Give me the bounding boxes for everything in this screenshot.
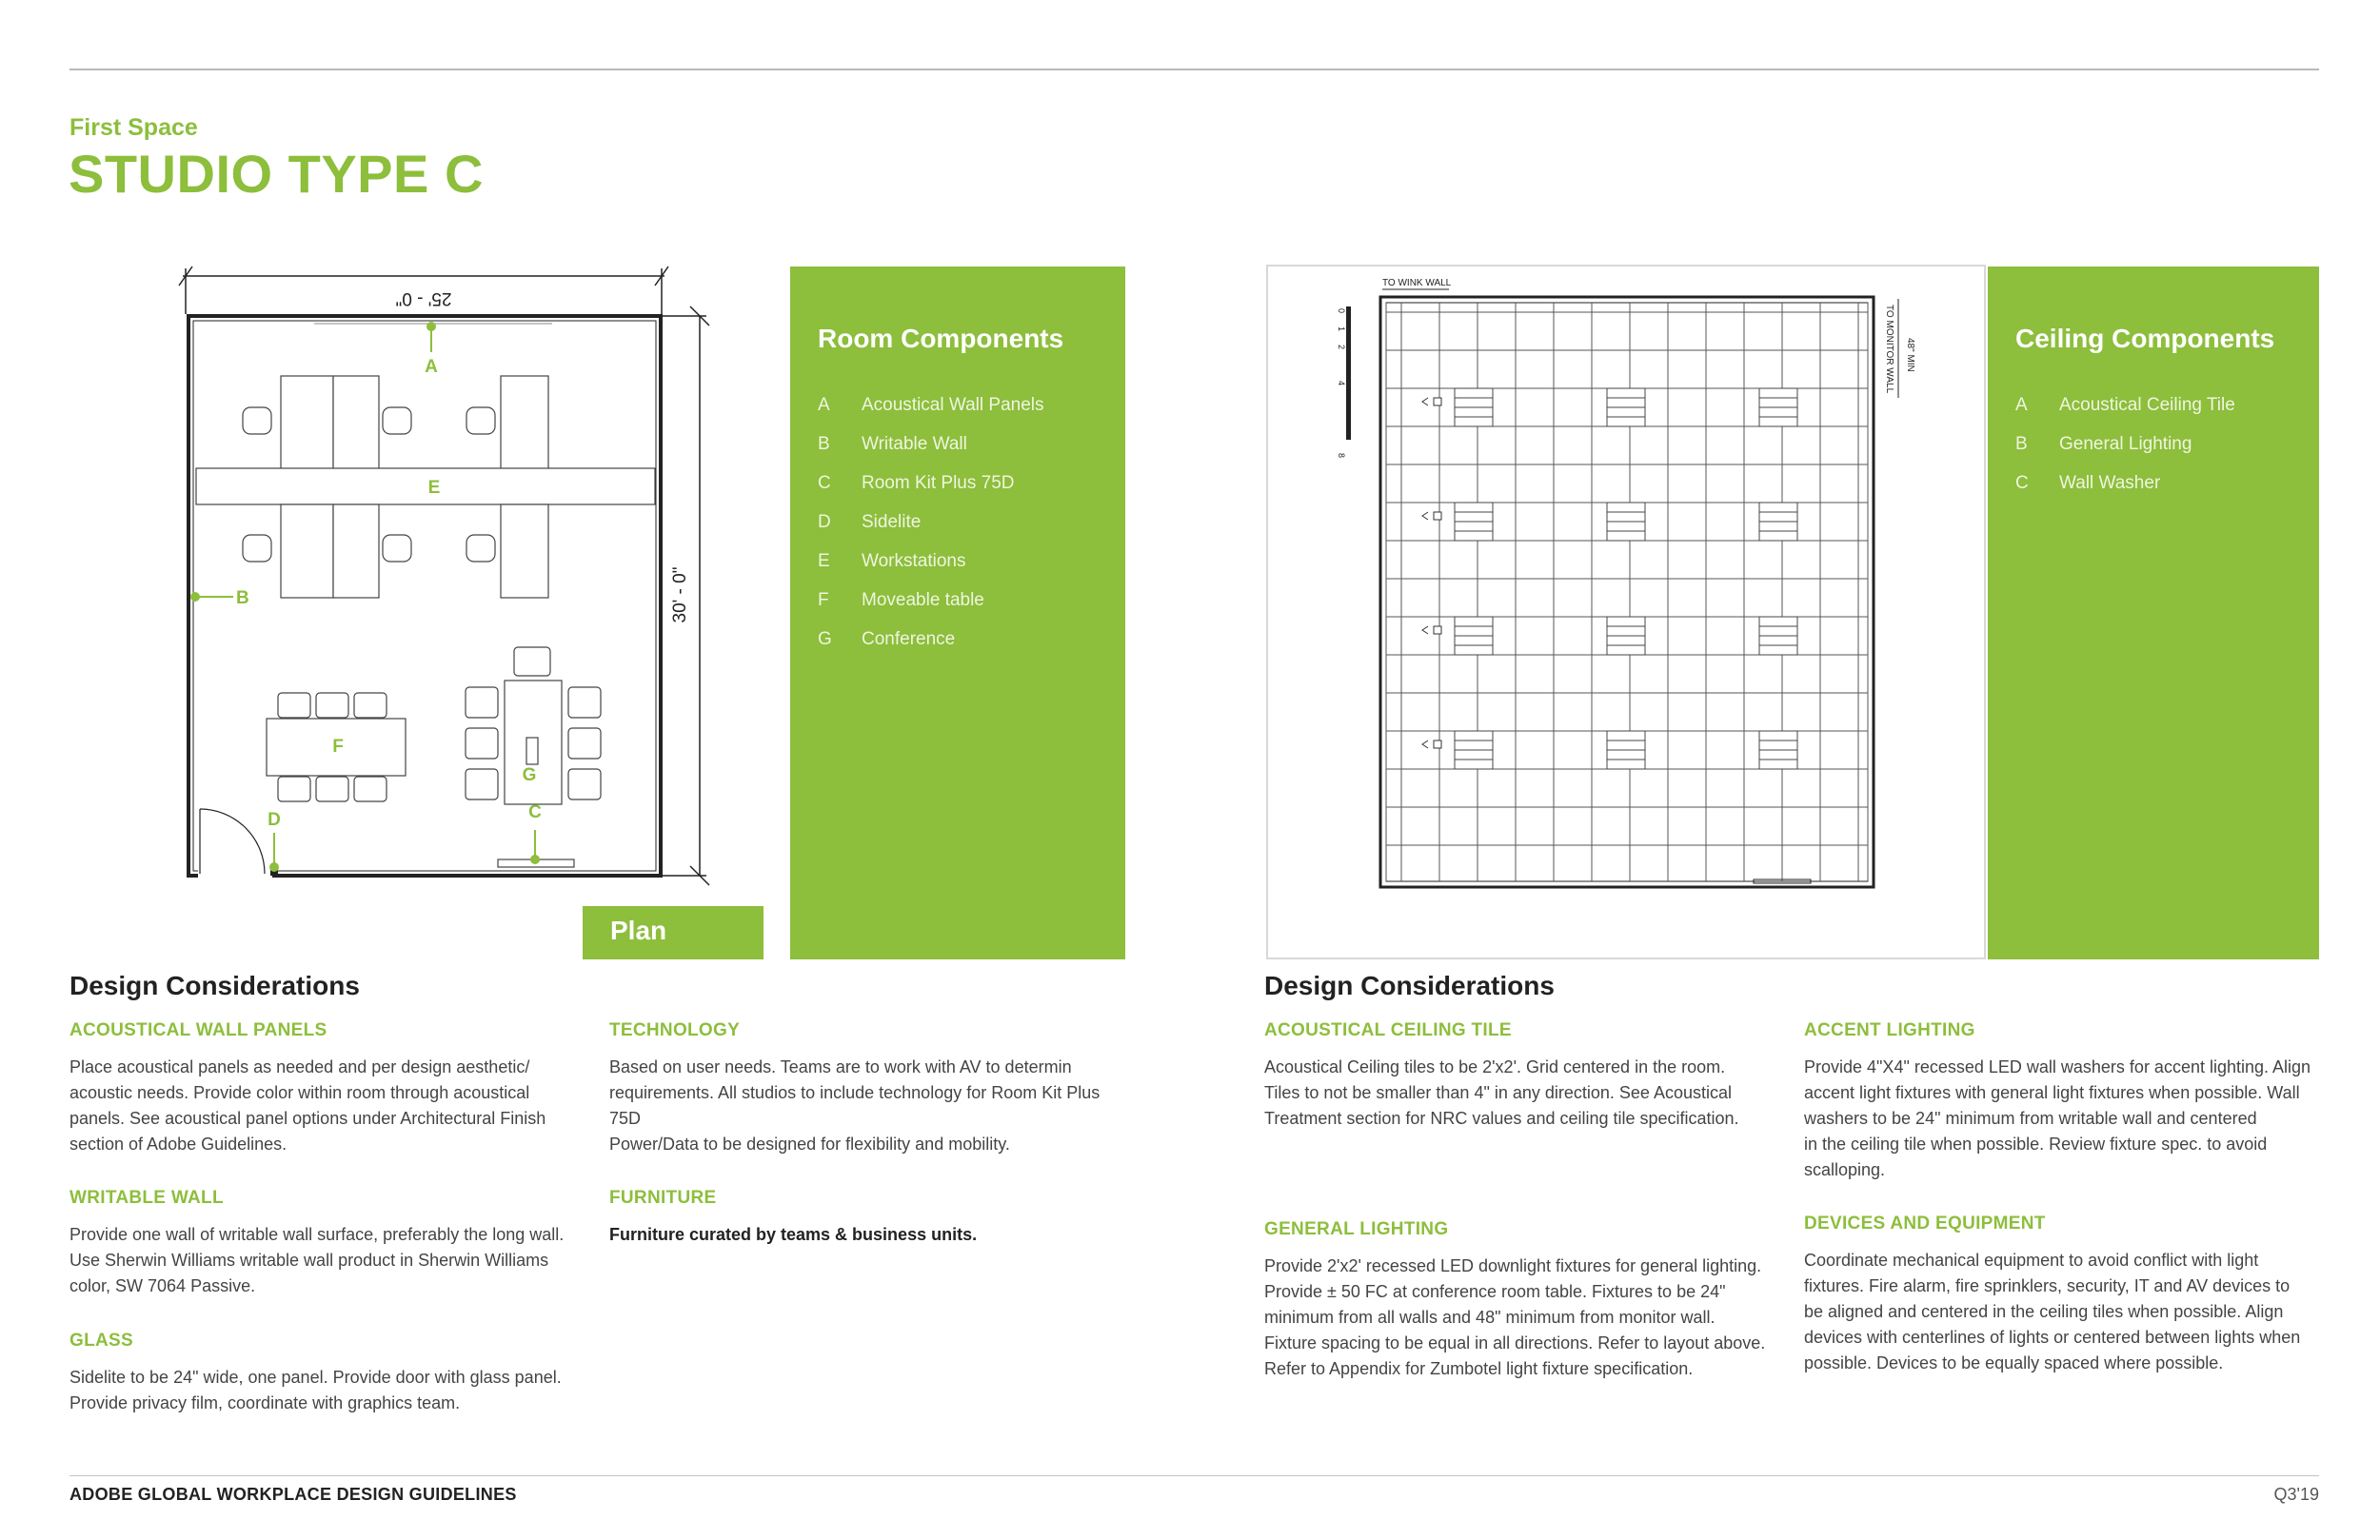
design-block-general-lighting (1264, 1219, 1778, 1382)
svg-text:D: D (268, 810, 281, 830)
block-heading: ACOUSTICAL CEILING TILE (1264, 1020, 1512, 1040)
svg-text:2: 2 (1337, 345, 1346, 350)
block-heading: ACCENT LIGHTING (1804, 1020, 1975, 1040)
svg-text:C: C (528, 802, 542, 822)
block-body: Acoustical Ceiling tiles to be 2'x2'. Grid centered in the room. Tiles to not be smaller than 4" in any direction. See Acoustical Treatment section for NRC values and ceiling tile specification. (1264, 1057, 1739, 1128)
plan-marker-f: F (332, 737, 344, 757)
plan-marker-c (528, 802, 542, 864)
plan-marker-b (190, 588, 249, 608)
design-block-acoustical-ceiling-tile (1264, 1020, 1778, 1132)
svg-text:0: 0 (1337, 308, 1346, 314)
ceiling-component-item: A Acoustical Ceiling Tile (2015, 394, 2235, 415)
design-block-technology (609, 1020, 1123, 1157)
light-fixture (1607, 731, 1645, 769)
light-fixture (1759, 388, 1797, 426)
block-heading: TECHNOLOGY (609, 1020, 741, 1040)
wall-washer (1422, 512, 1441, 520)
design-block-accent-lighting (1804, 1020, 2318, 1183)
light-fixture (1607, 617, 1645, 655)
footer-title: ADOBE GLOBAL WORKPLACE DESIGN GUIDELINES (69, 1485, 517, 1504)
bottom-rule (69, 1475, 2319, 1476)
light-fixture (1455, 388, 1493, 426)
floor-plan-drawing (171, 257, 724, 895)
room-component-item: D Sidelite (818, 511, 922, 532)
light-fixture (1455, 617, 1493, 655)
width-dimension-label: 25' - 0" (395, 288, 452, 308)
design-block-glass (69, 1331, 584, 1416)
plan-label: Plan (583, 906, 764, 959)
design-block-writable-wall (69, 1188, 584, 1299)
svg-text:4: 4 (1337, 381, 1346, 386)
block-body: Place acoustical panels as needed and per design aesthetic/ acoustic needs. Provide color within room through acoustical panels. See acoustical panel options under Architectural Finish section of Adobe Guidelines. (69, 1057, 546, 1154)
depth-dimension-label: 30' - 0" (670, 566, 690, 623)
svg-text:1: 1 (1337, 326, 1346, 332)
block-body: Furniture curated by teams & business units. (609, 1225, 978, 1244)
wall-washer-fixtures (1422, 398, 1441, 748)
to-monitor-wall-label: TO MONITOR WALL (1884, 305, 1894, 394)
room-component-item: B Writable Wall (818, 433, 967, 454)
light-fixture (1455, 731, 1493, 769)
left-design-title: Design Considerations (69, 971, 360, 1000)
ceiling-plan-frame (1266, 265, 1986, 959)
ceiling-plan-drawing (1268, 267, 1984, 958)
ceiling-component-item: C Wall Washer (2015, 472, 2161, 493)
wall-washer (1422, 626, 1441, 634)
to-wink-wall-label: TO WINK WALL (1382, 278, 1452, 288)
light-fixture (1455, 503, 1493, 541)
block-heading: WRITABLE WALL (69, 1188, 224, 1208)
ceiling-component-item: B General Lighting (2015, 433, 2192, 454)
room-components-panel (790, 267, 1125, 959)
block-body: Provide 2'x2' recessed LED downlight fixtures for general lighting. Provide ± 50 FC at conference room table. Fixtures to be 24" minimum from all walls and 48" minimum from monitor wall. Fixture spacing to be equal in all directions. Refer to layout above. Refer to Appendix for Zumbotel light fixture specification. (1264, 1256, 1766, 1378)
ceiling-room-outline (1380, 297, 1874, 887)
room-component-item: E Workstations (818, 550, 966, 571)
ceiling-components-title: Ceiling Components (2015, 324, 2275, 353)
door (200, 809, 265, 874)
block-body: Provide 4"X4" recessed LED wall washers for accent lighting. Align accent light fixtures with general light fixtures when possible. Wall washers to be 24" minimum from writable wall and centered in the ceiling tile when possible. Review fixture spec. to avoid scalloping. (1804, 1057, 2311, 1179)
block-body: Based on user needs. Teams are to work with AV to determin requirements. All studios to include technology for Room Kit Plus 75D Power/Data to be designed for flexibility and mobility. (609, 1057, 1101, 1154)
light-fixture (1759, 617, 1797, 655)
plan-marker-g: G (522, 765, 537, 785)
room-component-item: G Conference (818, 628, 956, 649)
min-distance-label: 48" MIN (1905, 338, 1915, 372)
block-heading: GLASS (69, 1331, 133, 1351)
room-components-list (818, 385, 1043, 659)
plan-marker-d (268, 810, 281, 872)
block-heading: GENERAL LIGHTING (1264, 1219, 1449, 1239)
design-block-devices-and-equipment (1804, 1214, 2318, 1376)
block-body: Coordinate mechanical equipment to avoid conflict with light fixtures. Fire alarm, fire sprinklers, security, IT and AV devices to be aligned and centered in the ceiling tiles when possible. Align devices with centerlines of lights or centered between lights when possible. Devices to be equally spaced where possible. (1804, 1251, 2301, 1372)
page-pre-title: First Space (69, 114, 198, 141)
block-heading: FURNITURE (609, 1188, 717, 1208)
room-component-item: C Room Kit Plus 75D (818, 472, 1015, 493)
wall-washer (1422, 398, 1441, 405)
svg-text:A: A (425, 357, 438, 377)
block-heading: DEVICES AND EQUIPMENT (1804, 1214, 2046, 1234)
door-opening (198, 866, 272, 879)
light-fixture (1607, 388, 1645, 426)
block-heading: ACOUSTICAL WALL PANELS (69, 1020, 327, 1040)
scale-bar (1337, 306, 1351, 458)
footer-date: Q3'19 (2273, 1485, 2319, 1504)
top-rule (69, 69, 2319, 70)
plan-marker-a (425, 322, 438, 377)
room-components-title: Room Components (818, 324, 1064, 353)
room-component-item: A Acoustical Wall Panels (818, 394, 1044, 415)
light-fixture (1759, 731, 1797, 769)
room-component-item: F Moveable table (818, 589, 984, 610)
block-body: Provide one wall of writable wall surface, preferably the long wall. Use Sherwin Williams writable wall product in Sherwin Williams color, SW 7064 Passive. (69, 1225, 565, 1295)
light-fixture (1759, 503, 1797, 541)
svg-text:8: 8 (1337, 453, 1346, 459)
ceiling-components-list (2015, 385, 2235, 503)
page-title: STUDIO TYPE C (69, 144, 484, 204)
wall-washer (1422, 740, 1441, 748)
design-block-acoustical-wall-panels (69, 1020, 584, 1157)
right-design-title: Design Considerations (1264, 971, 1555, 1000)
block-body: Sidelite to be 24" wide, one panel. Provide door with glass panel. Provide privacy film, coordinate with graphics team. (69, 1368, 562, 1412)
ceiling-components-panel (1988, 267, 2319, 959)
design-block-furniture (609, 1188, 1123, 1248)
light-fixture (1607, 503, 1645, 541)
svg-text:B: B (236, 588, 249, 608)
plan-marker-e: E (427, 478, 441, 498)
